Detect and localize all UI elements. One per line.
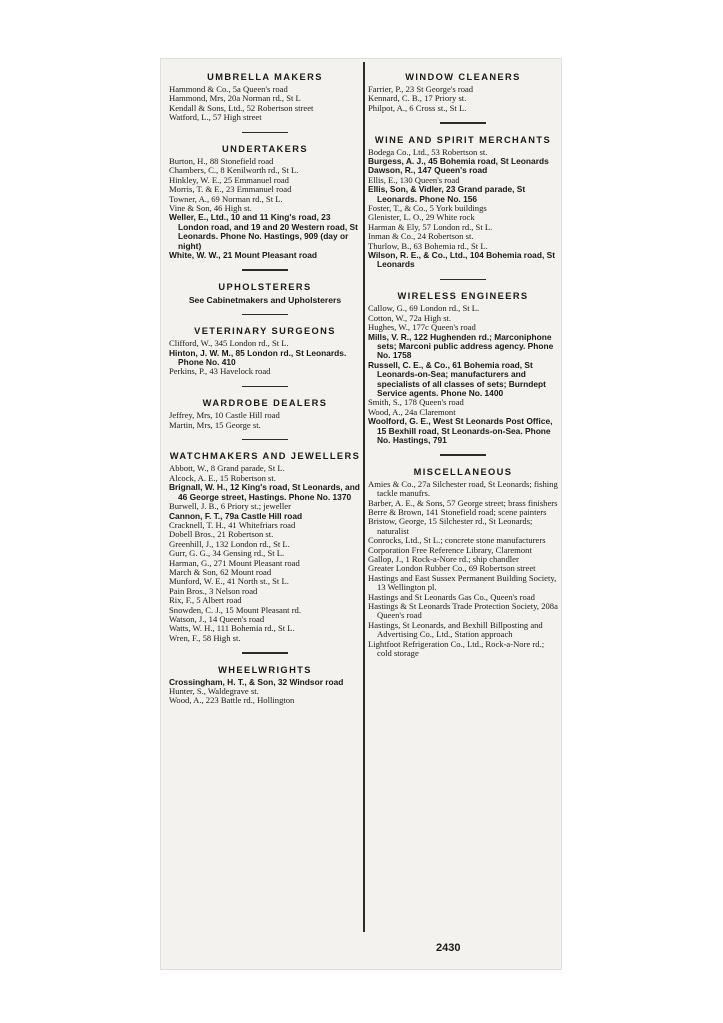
section-heading: WINE AND SPIRIT MERCHANTS [374, 134, 552, 145]
directory-entry: Gallop, J., 1 Rock-a-Nore rd.; ship chandler [368, 554, 519, 565]
section-heading: UNDERTAKERS [222, 144, 308, 155]
directory-entry: Vine & Son, 46 High st. [169, 203, 252, 214]
section-heading: VETERINARY SURGEONS [194, 326, 336, 337]
directory-entry: Corporation Free Reference Library, Claremont [368, 544, 532, 555]
directory-entry: Rix, F., 5 Albert road [169, 595, 242, 606]
directory-entry: Pain Bros., 3 Nelson road [169, 585, 258, 596]
directory-entry: Bodega Co., Ltd., 53 Robertson st. [368, 146, 488, 157]
directory-entry: Hughes, W., 177c Queen's road [368, 322, 476, 333]
directory-entry: Burton, H., 88 Stonefield road [169, 156, 274, 167]
section-heading: WIRELESS ENGINEERS [397, 291, 529, 302]
directory-entry: Philpot, A., 6 Cross st., St L. [368, 102, 467, 113]
directory-entry: Morris, T. & E., 23 Emmanuel road [169, 184, 292, 195]
directory-entry: Dawson, R., 147 Queen's road [368, 165, 488, 176]
directory-entry: Martin, Mrs, 15 George st. [169, 419, 261, 430]
directory-entry: Burgess, A. J., 45 Bohemia road, St Leonards [368, 156, 549, 167]
section-heading: WINDOW CLEANERS [405, 72, 521, 82]
section-rule [242, 132, 288, 133]
directory-entry: Weller, E., Ltd., 10 and 11 King's road, 23 London road, and 19 and 20 Western road, St Leonards. Phone No. Hastings, 909 (day or night) [169, 212, 358, 251]
directory-entry: Crossingham, H. T., & Son, 32 Windsor road [169, 676, 344, 687]
directory-entry: Watford, L., 57 High street [169, 112, 262, 123]
directory-entry: Smith, S., 178 Queen's road [368, 397, 464, 408]
directory-entry: Conrocks, Ltd., St L.; concrete stone manufacturers [368, 535, 546, 546]
directory-entry: Russell, C. E., & Co., 61 Bohemia road, St Leonards-on-Sea; manufacturers and specialists of all classes of sets; Burndept Service agents. Phone No. 1400 [368, 359, 546, 398]
directory-entry: White, W. W., 21 Mount Pleasant road [169, 250, 317, 261]
section-wardrobe-dealers [169, 398, 361, 430]
directory-entry: Farrier, P., 23 St George's road [368, 84, 474, 94]
directory-entry: Bristow, George, 15 Silchester rd., St Leonards; naturalist [368, 516, 533, 536]
directory-entry: Burwell, J. B., 6 Priory st.; jeweller [169, 501, 291, 512]
directory-entry: Watson, J., 14 Queen's road [169, 613, 265, 624]
directory-entry: Jeffrey, Mrs, 10 Castle Hill road [169, 410, 280, 421]
section-heading: MISCELLANEOUS [413, 466, 513, 477]
section-rule [242, 439, 288, 440]
directory-entry: Greenhill, J., 132 London rd., St L. [169, 538, 290, 549]
section-rule [242, 652, 288, 653]
directory-entry: Dobell Bros., 21 Robertson st. [169, 529, 274, 540]
directory-entry: Brignall, W. H., 12 King's road, St Leonards, and 46 George street, Hastings. Phone No. 1370 [169, 482, 360, 502]
page-number: 2430 [436, 942, 461, 954]
column-divider [363, 62, 365, 932]
left-column [169, 66, 361, 706]
directory-entry: Clifford, W., 345 London rd., St L. [169, 338, 289, 349]
section-rule [242, 386, 288, 387]
section-umbrella-makers [169, 72, 361, 123]
right-column [368, 66, 558, 658]
section-heading: WATCHMAKERS AND JEWELLERS [169, 451, 361, 462]
directory-entry: Hammond & Co., 5a Queen's road [169, 84, 288, 94]
directory-page [160, 58, 562, 970]
section-rule [242, 314, 288, 315]
directory-entry: Munford, W. E., 41 North st., St L. [169, 576, 289, 587]
section-upholsterers [169, 282, 361, 305]
section-rule [440, 454, 486, 455]
directory-entry: Harman & Ely, 57 London rd., St L. [368, 221, 493, 232]
directory-entry: Callow, G., 69 London rd., St L. [368, 303, 480, 314]
directory-entry: Cracknell, T. H., 41 Whitefriars road [169, 519, 296, 530]
section-veterinary-surgeons [169, 326, 361, 377]
section-window-cleaners [368, 72, 558, 113]
directory-entry: Chambers, C., 8 Kenilworth rd., St L. [169, 165, 299, 176]
section-miscellaneous [368, 467, 558, 659]
directory-entry: Kennard, C. B., 17 Priory st. [368, 93, 467, 104]
directory-entry: Thurlow, B., 63 Bohemia rd., St L. [368, 240, 488, 251]
directory-entry: Abbott, W., 8 Grand parade, St L. [169, 463, 285, 474]
directory-entry: Hastings & St Leonards Trade Protection Society, 208a Queen's road [368, 601, 558, 621]
directory-entry: Kendall & Sons, Ltd., 52 Robertson street [169, 102, 314, 113]
directory-entry: Glenister, L. O., 29 White rock [368, 212, 475, 223]
directory-entry: Berre & Brown, 141 Stonefield road; scene painters [368, 506, 547, 517]
section-undertakers [169, 144, 361, 260]
directory-entry: Snowden, C. J., 15 Mount Pleasant rd. [169, 604, 302, 615]
directory-entry: Ellis, Son, & Vidler, 23 Grand parade, St Leonards. Phone No. 156 [368, 184, 526, 204]
directory-entry: Cannon, F. T., 79a Castle Hill road [169, 510, 303, 521]
section-watchmakers-and-jewellers [169, 451, 361, 643]
cross-reference-note: See Cabinetmakers and Upholsterers [188, 294, 342, 305]
directory-entry: Wood, A., 223 Battle rd., Hollington [169, 695, 295, 706]
directory-entry: Perkins, P., 43 Havelock road [169, 366, 271, 377]
section-heading: WARDROBE DEALERS [202, 398, 328, 409]
directory-entry: Wren, F., 58 High st. [169, 632, 241, 643]
directory-entry: Hastings and East Sussex Permanent Building Society, 13 Wellington pl. [368, 572, 557, 593]
section-heading: UMBRELLA MAKERS [207, 72, 323, 82]
section-heading: WHEELWRIGHTS [218, 664, 312, 675]
directory-entry: March & Son, 62 Mount road [169, 566, 272, 577]
directory-entry: Alcock, A. E., 15 Robertson st. [169, 472, 276, 483]
section-rule [242, 269, 288, 270]
directory-entry: Towner, A., 69 Norman rd., St L. [169, 193, 283, 204]
directory-entry: Ellis, E., 130 Queen's road [368, 174, 460, 185]
directory-entry: Mills, V. R., 122 Hughenden rd.; Marconiphone sets; Marconi public address agency. Phone No. 1758 [368, 331, 554, 361]
directory-entry: Cotton, W., 72a High st. [368, 312, 452, 323]
directory-entry: Hinkley, W. E., 25 Emmanuel road [169, 174, 289, 185]
directory-entry: Wilson, R. E., & Co., Ltd., 104 Bohemia road, St Leonards [368, 250, 555, 270]
directory-entry: Hastings, St Leonards, and Bexhill Billposting and Advertising Co., Ltd., Station approach [368, 619, 543, 640]
section-rule [440, 279, 486, 280]
directory-entry: Woolford, G. E., West St Leonards Post Office, 15 Bexhill road, St Leonards-on-Sea. Phone No. Hastings, 791 [368, 416, 553, 445]
section-wireless-engineers [368, 291, 558, 445]
directory-entry: Greater London Rubber Co., 69 Robertson street [368, 563, 536, 574]
directory-entry: Amies & Co., 27a Silchester road, St Leonards; fishing tackle manufrs. [368, 478, 558, 499]
directory-entry: Hinton, J. W. M., 85 London rd., St Leonards. Phone No. 410 [169, 347, 347, 368]
directory-entry: Hastings and St Leonards Gas Co., Queen's road [368, 591, 535, 602]
directory-entry: Hammond, Mrs, 20a Norman rd., St L [169, 93, 301, 104]
directory-entry: Wood, A., 24a Claremont [368, 406, 456, 417]
directory-entry: Harman, G., 271 Mount Pleasant road [169, 557, 300, 568]
directory-entry: Foster, T., & Co., 5 York buildings [368, 203, 487, 214]
directory-entry: Barber, A. E., & Sons, 57 George street; brass finishers [368, 497, 558, 508]
directory-entry: Gurr, G. G., 34 Gensing rd., St L. [169, 548, 285, 559]
section-wheelwrights [169, 665, 361, 706]
directory-entry: Watts, W. H., 111 Bohemia rd., St L. [169, 623, 295, 634]
section-rule [440, 122, 486, 123]
section-wine-and-spirit-merchants [368, 135, 558, 270]
directory-entry: Inman & Co., 24 Robertson st. [368, 231, 474, 242]
directory-entry: Hunter, S., Waldegrave st. [169, 686, 259, 696]
directory-entry: Lightfoot Refrigeration Co., Ltd., Rock-a-Nore rd.; cold storage [368, 638, 545, 659]
section-heading: UPHOLSTERERS [218, 281, 312, 292]
